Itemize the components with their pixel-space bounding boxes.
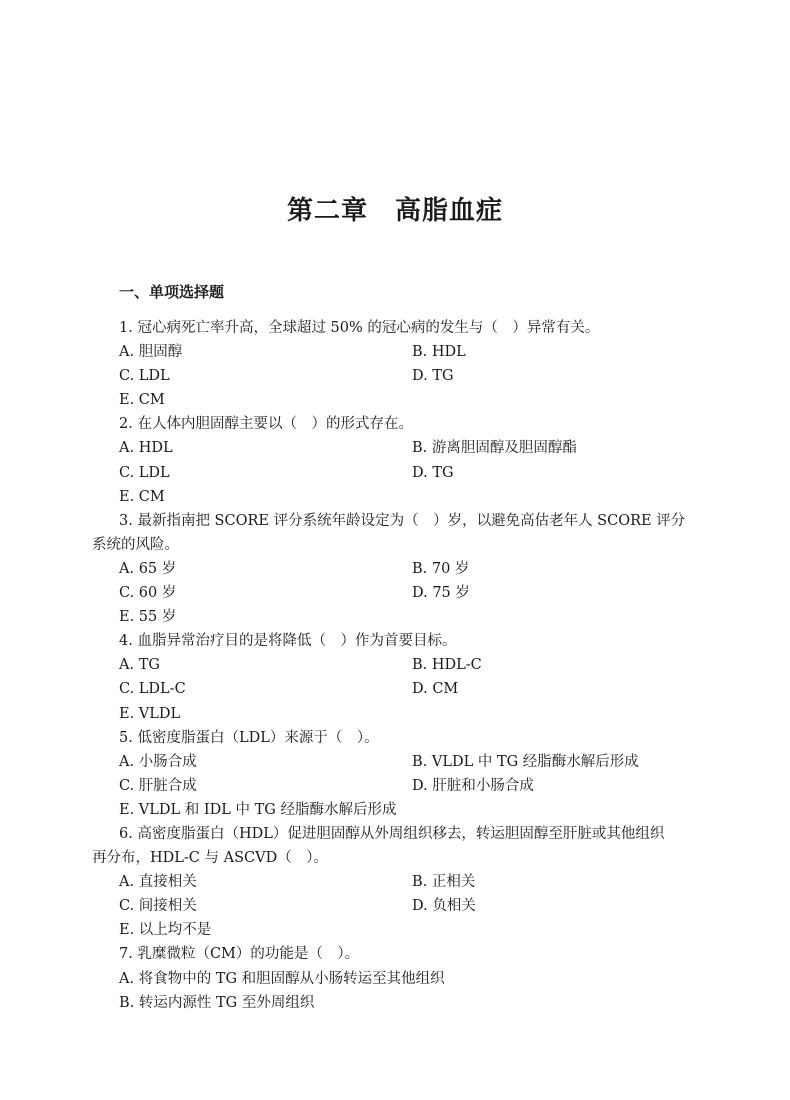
answer-option: B. HDL — [412, 344, 466, 361]
question-3 — [0, 509, 790, 629]
option-row — [0, 894, 790, 918]
option-row — [0, 388, 790, 412]
option-row — [0, 702, 790, 726]
answer-option: B. 转运内源性 TG 至外周组织 — [119, 994, 315, 1011]
answer-option: A. 65 岁 — [119, 560, 177, 577]
question-7 — [0, 942, 790, 1014]
question-4 — [0, 629, 790, 725]
answer-option: C. LDL-C — [119, 681, 186, 698]
answer-option: A. TG — [119, 657, 160, 674]
question-stem: 7. 乳糜微粒（CM）的功能是（ ）。 — [119, 946, 360, 963]
option-row — [0, 798, 790, 822]
option-row — [0, 653, 790, 677]
answer-option: B. HDL-C — [412, 657, 482, 674]
option-row — [0, 364, 790, 388]
answer-option: E. VLDL — [119, 705, 181, 722]
chapter-title: 第二章 高脂血症 — [286, 196, 503, 226]
question-stem: 3. 最新指南把 SCORE 评分系统年龄设定为（ ）岁，以避免高估老年人 SCORE 评分 — [119, 512, 686, 529]
question-stem-continued: 再分布，HDL-C 与 ASCVD（ ）。 — [92, 850, 328, 867]
option-row — [0, 581, 790, 605]
question-stem-continued: 系统的风险。 — [92, 536, 179, 553]
answer-option: E. CM — [119, 392, 165, 409]
answer-option: D. 75 岁 — [412, 585, 470, 602]
answer-option: D. CM — [412, 681, 459, 698]
answer-option: E. CM — [119, 488, 165, 505]
answer-option: D. 肝脏和小肠合成 — [412, 777, 534, 794]
option-row — [0, 991, 790, 1015]
question-stem: 5. 低密度脂蛋白（LDL）来源于（ ）。 — [119, 729, 379, 746]
question-stem: 1. 冠心病死亡率升高，全球超过 50% 的冠心病的发生与（ ）异常有关。 — [119, 320, 600, 336]
answer-option: E. 以上均不是 — [119, 922, 212, 939]
answer-option: B. 正相关 — [412, 874, 476, 891]
answer-option: D. 负相关 — [412, 898, 476, 915]
option-row — [0, 485, 790, 509]
answer-option: A. 胆固醇 — [119, 344, 183, 361]
answer-option: A. 直接相关 — [119, 874, 197, 891]
question-5 — [0, 726, 790, 822]
question-6 — [0, 822, 790, 942]
option-row — [0, 918, 790, 942]
answer-option: D. TG — [412, 464, 454, 481]
option-row — [0, 461, 790, 485]
option-row — [0, 436, 790, 460]
option-row — [0, 557, 790, 581]
answer-option: B. 70 岁 — [412, 560, 470, 577]
answer-option: D. TG — [412, 368, 454, 385]
answer-option: A. 小肠合成 — [119, 753, 197, 770]
answer-option: B. VLDL 中 TG 经脂酶水解后形成 — [412, 753, 639, 770]
answer-option: A. HDL — [119, 440, 173, 457]
question-stem: 6. 高密度脂蛋白（HDL）促进胆固醇从外周组织移去，转运胆固醇至肝脏或其他组织 — [119, 825, 665, 842]
option-row — [0, 605, 790, 629]
question-2 — [0, 412, 790, 508]
answer-option: A. 将食物中的 TG 和胆固醇从小肠转运至其他组织 — [119, 970, 445, 987]
option-row — [0, 967, 790, 991]
question-1 — [0, 316, 790, 412]
option-row — [0, 870, 790, 894]
answer-option: B. 游离胆固醇及胆固醇酯 — [412, 440, 577, 457]
answer-option: E. VLDL 和 IDL 中 TG 经脂酶水解后形成 — [119, 801, 397, 818]
answer-option: C. LDL — [119, 368, 170, 385]
question-stem: 2. 在人体内胆固醇主要以（ ）的形式存在。 — [119, 416, 413, 433]
section-heading: 一、单项选择题 — [119, 283, 225, 301]
answer-option: C. 肝脏合成 — [119, 777, 197, 794]
answer-option: C. 间接相关 — [119, 898, 197, 915]
option-row — [0, 677, 790, 701]
option-row — [0, 774, 790, 798]
option-row — [0, 750, 790, 774]
answer-option: C. LDL — [119, 464, 170, 481]
option-row — [0, 340, 790, 364]
answer-option: C. 60 岁 — [119, 585, 177, 602]
question-list — [0, 316, 790, 1015]
answer-option: E. 55 岁 — [119, 609, 177, 626]
question-stem: 4. 血脂异常治疗目的是将降低（ ）作为首要目标。 — [119, 633, 457, 650]
